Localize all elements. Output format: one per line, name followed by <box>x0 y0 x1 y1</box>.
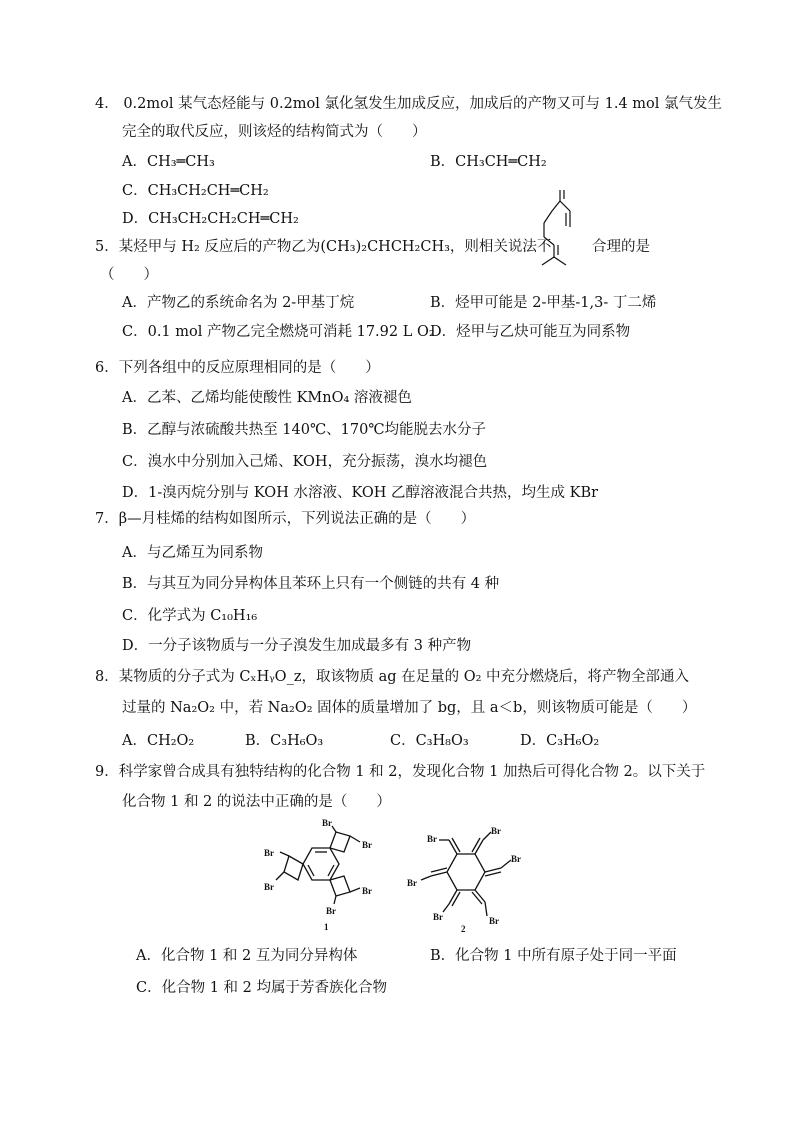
q7-option-c: C．化学式为 C₁₀H₁₆ <box>122 608 258 624</box>
compound-1-br-label: Br <box>322 818 332 828</box>
myrcene-structure-figure <box>530 185 590 270</box>
compound-2-br-label: Br <box>489 916 499 926</box>
q4-option-c: C．CH₃CH₂CH═CH₂ <box>122 183 269 199</box>
q6-option-b: B．乙醇与浓硫酸共热至 140℃、170℃均能脱去水分子 <box>122 422 487 438</box>
compound-2-br-label: Br <box>491 826 501 836</box>
compound-1-br-label: Br <box>362 886 372 896</box>
compound-1-br-label: Br <box>362 840 372 850</box>
compound-2-br-label: Br <box>407 878 417 888</box>
q6-stem: 6．下列各组中的反应原理相同的是（ ） <box>95 360 380 376</box>
compound-2-number-label: 2 <box>461 924 466 934</box>
q8-option-c: C．C₃H₈O₃ <box>390 733 469 749</box>
q9-option-b: B．化合物 1 中所有原子处于同一平面 <box>430 948 677 964</box>
q4-option-a: A．CH₃═CH₃ <box>122 154 215 170</box>
q5-option-c: C．0.1 mol 产物乙完全燃烧可消耗 17.92 L O₂ <box>122 324 435 340</box>
q5-stem-line1: 5．某烃甲与 H₂ 反应后的产物乙为(CH₃)₂CHCH₂CH₃，则相关说法不 <box>95 239 552 255</box>
q9-stem-line2: 化合物 1 和 2 的说法中正确的是（ ） <box>122 794 391 810</box>
q5-option-a: A．产物乙的系统命名为 2-甲基丁烷 <box>122 295 355 311</box>
q8-stem-line1: 8．某物质的分子式为 CₓHᵧO_z，取该物质 ag 在足量的 O₂ 中充分燃烧后，将产物全部通入 <box>95 669 690 685</box>
compound-2-structure-figure <box>405 828 525 940</box>
q5-stem-line1-end: 合理的是 <box>592 239 650 255</box>
q5-option-d: D．烃甲与乙炔可能互为同系物 <box>430 324 631 340</box>
q9-option-c: C．化合物 1 和 2 均属于芳香族化合物 <box>136 980 387 996</box>
q4-stem-line1: 4． 0.2mol 某气态烃能与 0.2mol 氯化氢发生加成反应，加成后的产物又可与 1.4 mol 氯气发生 <box>95 96 723 112</box>
q6-option-c: C．溴水中分别加入己烯、KOH，充分振荡，溴水均褪色 <box>122 454 488 470</box>
compound-2-br-label: Br <box>511 854 521 864</box>
q8-option-d: D．C₃H₆O₂ <box>520 733 600 749</box>
q9-option-a: A．化合物 1 和 2 互为同分异构体 <box>136 948 358 964</box>
compound-1-br-label: Br <box>264 882 274 892</box>
compound-2-br-label: Br <box>427 834 437 844</box>
q8-stem-line2: 过量的 Na₂O₂ 中，若 Na₂O₂ 固体的质量增加了 bg，且 a＜b，则该物质可能是（ ） <box>122 700 697 716</box>
q7-option-d: D．一分子该物质与一分子溴发生加成最多有 3 种产物 <box>122 638 472 654</box>
compound-2-br-label: Br <box>433 912 443 922</box>
q8-option-a: A．CH₂O₂ <box>122 733 195 749</box>
compound-1-br-label: Br <box>264 848 274 858</box>
q6-option-d: D．1-溴丙烷分别与 KOH 水溶液、KOH 乙醇溶液混合共热，均生成 KBr <box>122 485 599 501</box>
q5-option-b: B．烃甲可能是 2-甲基-1,3- 丁二烯 <box>430 295 657 311</box>
q7-stem: 7．β—月桂烯的结构如图所示，下列说法正确的是（ ） <box>95 511 476 527</box>
compound-1-structure-figure <box>262 818 382 936</box>
q5-stem-line2: （ ） <box>100 267 158 283</box>
q9-stem-line1: 9．科学家曾合成具有独特结构的化合物 1 和 2，发现化合物 1 加热后可得化合物 2。以下关于 <box>95 764 706 780</box>
q4-stem-line2: 完全的取代反应，则该烃的结构简式为（ ） <box>122 124 427 140</box>
q7-option-b: B．与其互为同分异构体且苯环上只有一个侧链的共有 4 种 <box>122 576 500 592</box>
q6-option-a: A．乙苯、乙烯均能使酸性 KMnO₄ 溶液褪色 <box>122 390 412 406</box>
q8-option-b: B．C₃H₆O₃ <box>245 733 324 749</box>
compound-1-br-label: Br <box>326 906 336 916</box>
q4-option-d: D．CH₃CH₂CH₂CH═CH₂ <box>122 211 299 227</box>
q7-option-a: A．与乙烯互为同系物 <box>122 545 263 561</box>
compound-1-number-label: 1 <box>324 922 329 932</box>
q4-option-b: B．CH₃CH═CH₂ <box>430 154 547 170</box>
